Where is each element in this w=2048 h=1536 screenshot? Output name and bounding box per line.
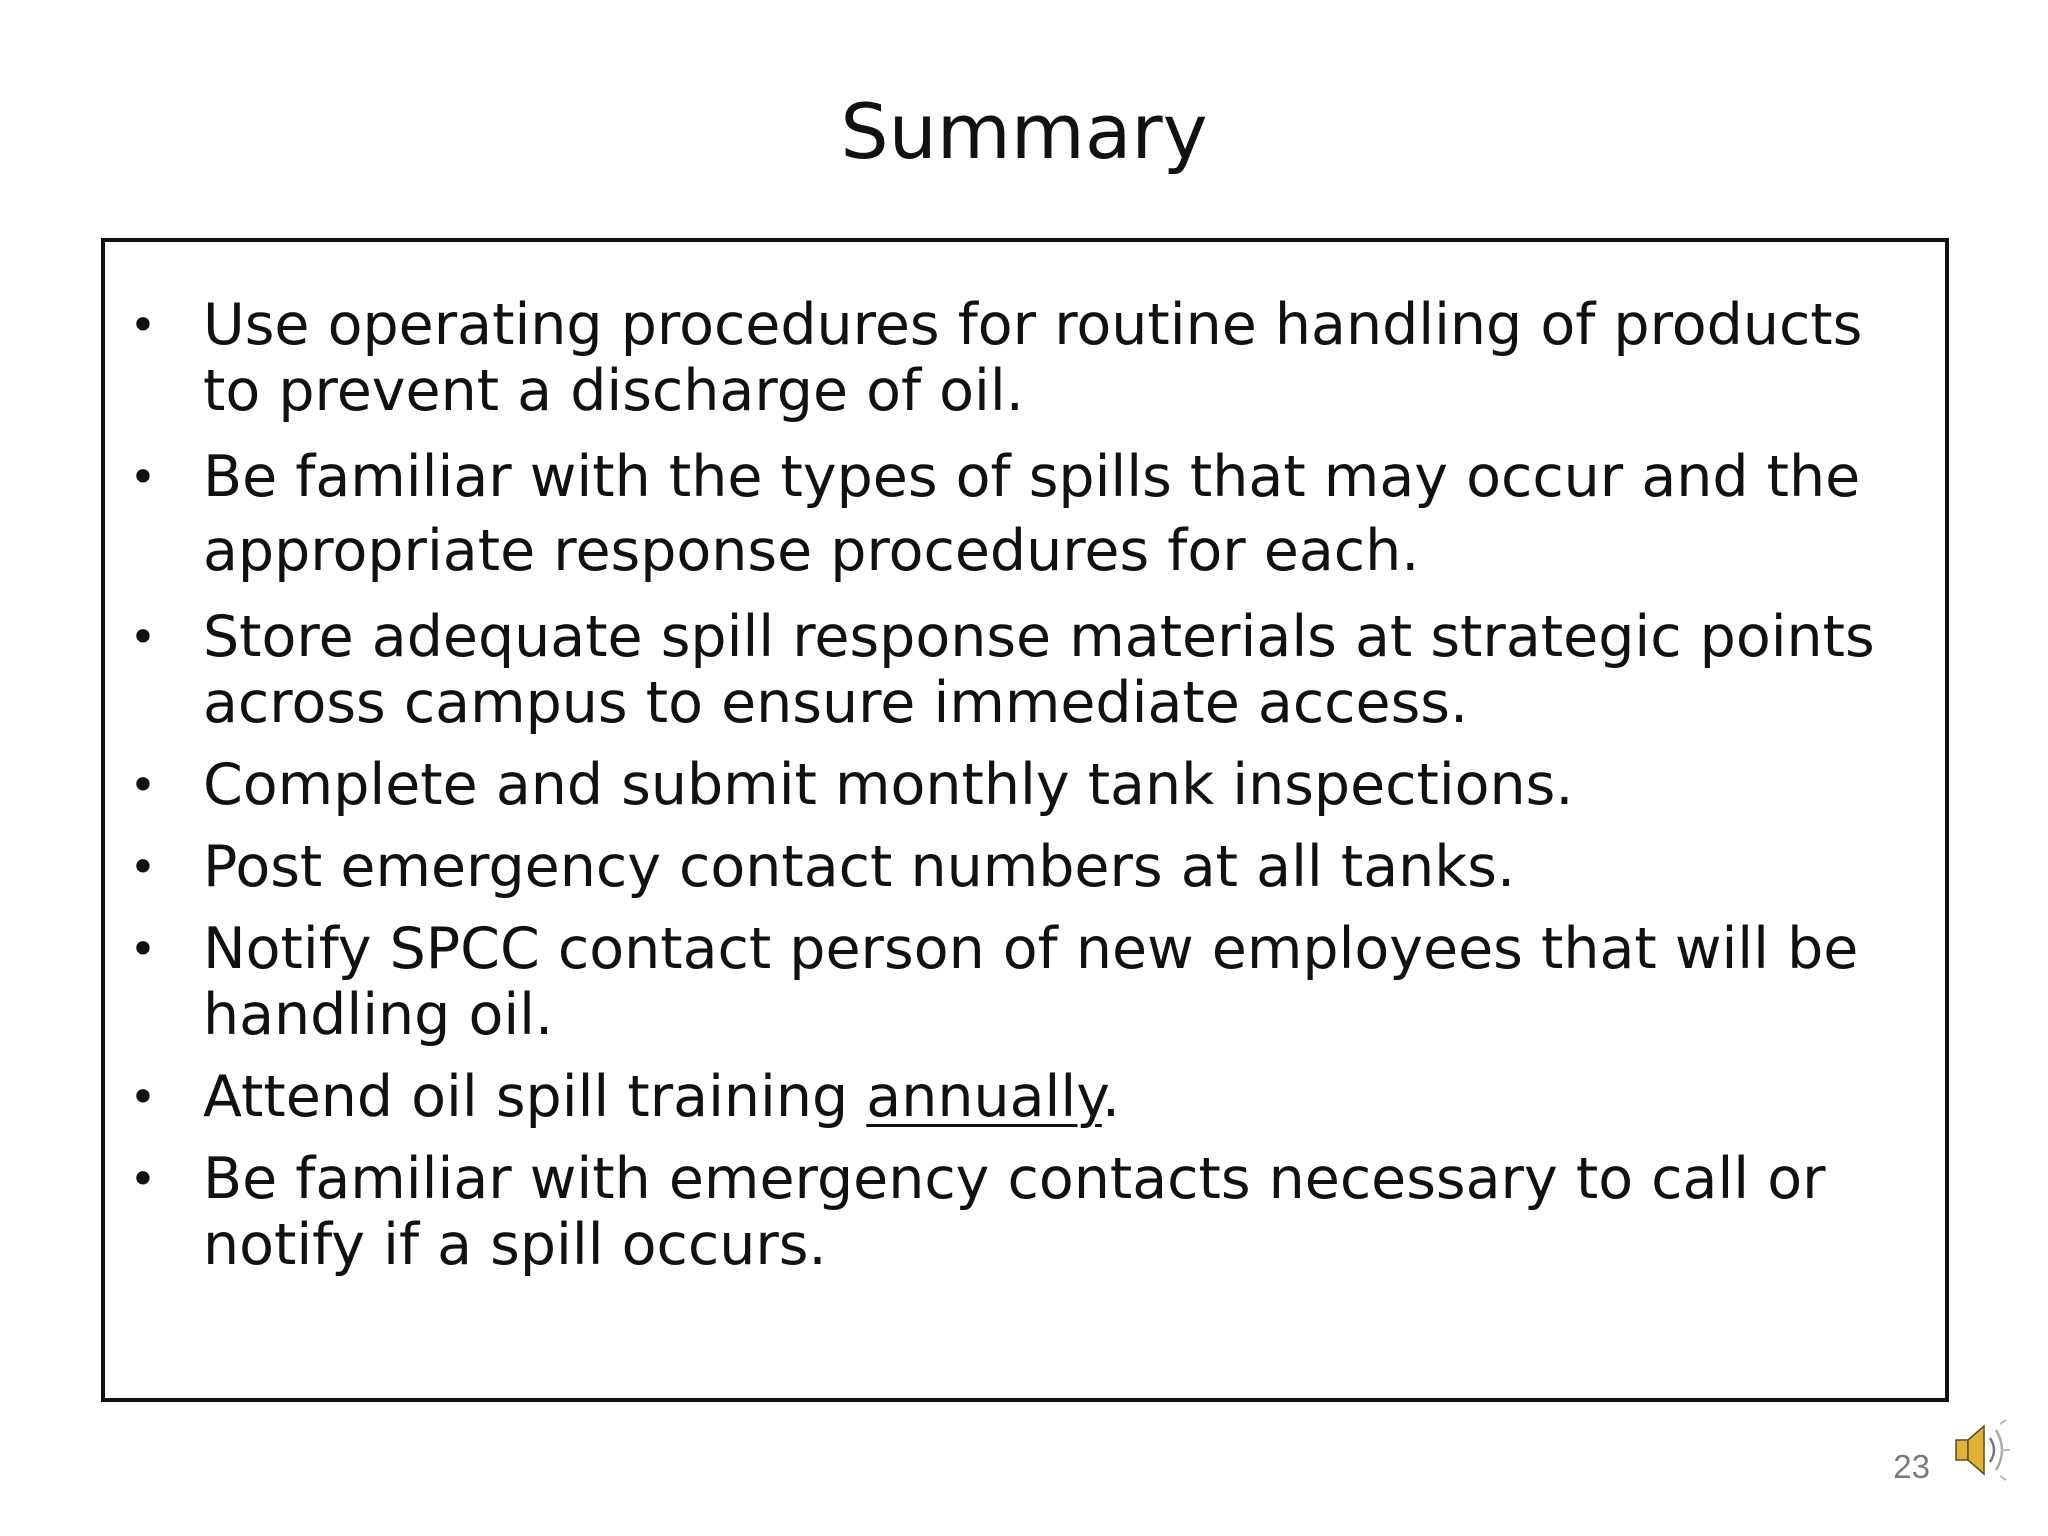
bullet-text-after: . bbox=[1101, 1064, 1120, 1130]
summary-content-box bbox=[101, 238, 1949, 1402]
summary-bullet-list bbox=[105, 292, 1945, 1294]
bullet-point-icon: • bbox=[129, 840, 157, 894]
bullet-item bbox=[105, 440, 1945, 588]
bullet-item bbox=[105, 1064, 1945, 1130]
bullet-item bbox=[105, 292, 1945, 424]
sound-tick-bottom bbox=[2000, 1476, 2006, 1480]
bullet-text: Store adequate spill response materials at strategic points across campus to ensure immediate access. bbox=[203, 604, 1875, 736]
bullet-point-icon: • bbox=[129, 758, 157, 812]
bullet-text: Complete and submit monthly tank inspections. bbox=[203, 752, 1574, 818]
speaker-audio-icon[interactable] bbox=[1952, 1418, 2012, 1482]
bullet-point-icon: • bbox=[129, 298, 157, 352]
bullet-text: Be familiar with emergency contacts necessary to call or notify if a spill occurs. bbox=[203, 1146, 1826, 1278]
speaker-cone bbox=[1968, 1426, 1984, 1474]
sound-wave-outer bbox=[1996, 1430, 2002, 1470]
bullet-item bbox=[105, 916, 1945, 1048]
bullet-item bbox=[105, 604, 1945, 736]
bullet-item bbox=[105, 834, 1945, 900]
bullet-point-icon: • bbox=[129, 610, 157, 664]
bullet-item bbox=[105, 1146, 1945, 1278]
bullet-point-icon: • bbox=[129, 1152, 157, 1206]
speaker-body bbox=[1956, 1440, 1968, 1460]
bullet-text: Notify SPCC contact person of new employees that will be handling oil. bbox=[203, 916, 1859, 1048]
sound-tick-top bbox=[2000, 1420, 2006, 1424]
bullet-text: Use operating procedures for routine handling of products to prevent a discharge of oil. bbox=[203, 292, 1863, 424]
sound-wave-inner bbox=[1990, 1438, 1994, 1462]
slide-title: Summary bbox=[840, 87, 1208, 176]
bullet-text: Post emergency contact numbers at all tanks. bbox=[203, 834, 1516, 900]
bullet-text-before: Attend oil spill training bbox=[203, 1064, 867, 1130]
bullet-item bbox=[105, 752, 1945, 818]
bullet-point-icon: • bbox=[129, 450, 157, 504]
bullet-point-icon: • bbox=[129, 922, 157, 976]
bullet-text: Be familiar with the types of spills that may occur and the appropriate response procedures for each. bbox=[203, 444, 1861, 584]
bullet-point-icon: • bbox=[129, 1070, 157, 1124]
page-number: 23 bbox=[1893, 1448, 1930, 1485]
bullet-text-underlined: annually bbox=[866, 1064, 1102, 1130]
